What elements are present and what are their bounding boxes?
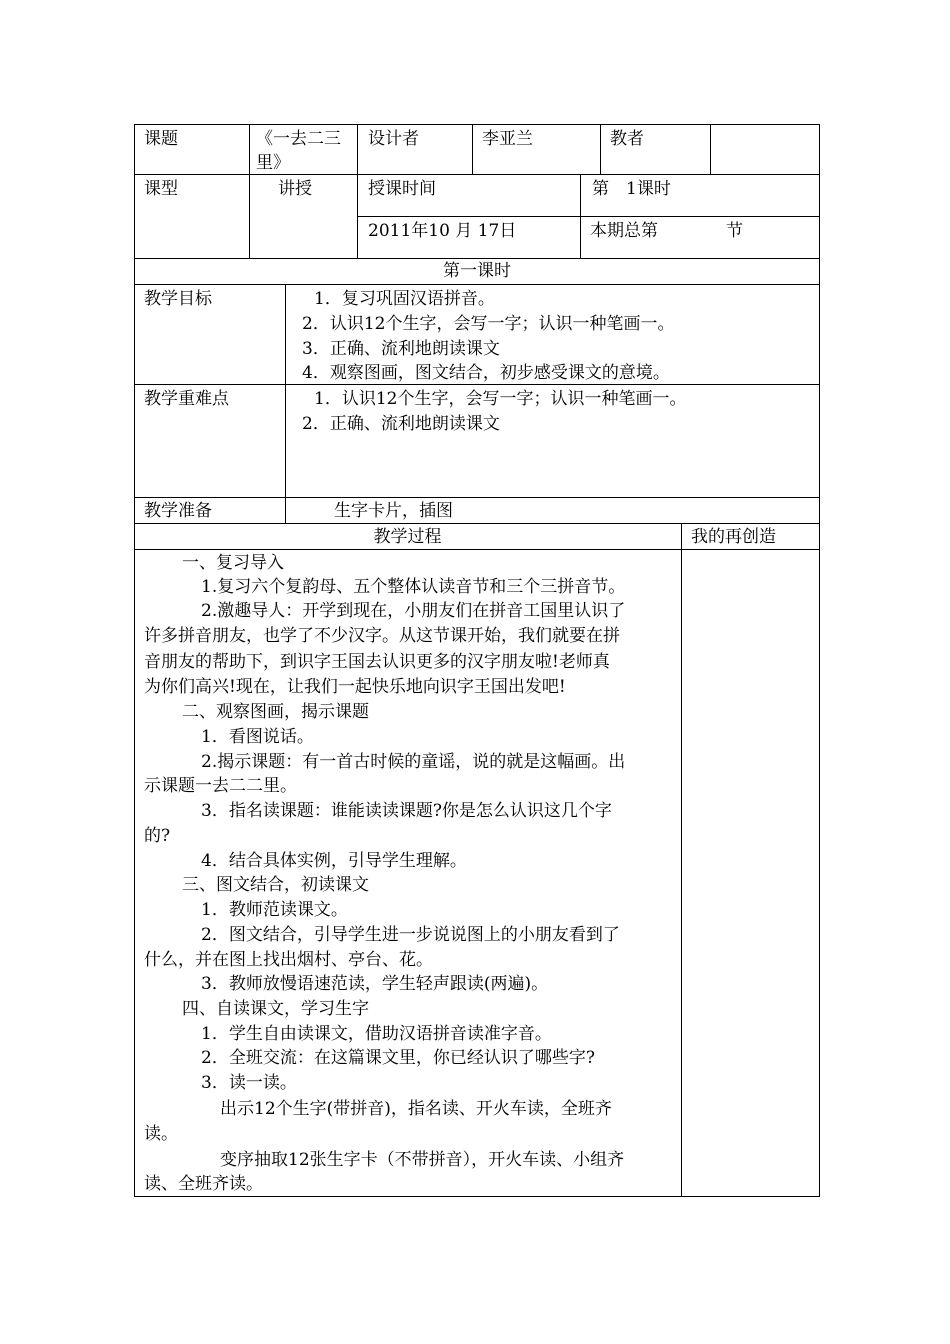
section-title: 第一课时 bbox=[443, 261, 511, 281]
row-divider bbox=[134, 497, 820, 498]
designer-label: 设计者 bbox=[368, 129, 419, 149]
col-divider bbox=[285, 284, 286, 523]
col-divider bbox=[472, 124, 473, 174]
time-label: 授课时间 bbox=[368, 179, 436, 199]
lesson-type: 讲授 bbox=[278, 179, 312, 199]
title-label: 课题 bbox=[144, 129, 178, 149]
col-divider bbox=[600, 124, 601, 174]
process-header: 教学过程 bbox=[373, 527, 442, 547]
process-line: 4．结合具体实例，引导学生理解。 bbox=[201, 851, 467, 871]
process-line: 读。 bbox=[144, 1124, 178, 1144]
process-line: 1．教师范读课文。 bbox=[201, 900, 348, 920]
process-line: 许多拼音朋友，也学了不少汉字。从这节课开始，我们就要在拼 bbox=[144, 626, 620, 646]
key-point-item: 2．正确、流利地朗读课文 bbox=[302, 414, 500, 434]
process-line: 二、观察图画，揭示课题 bbox=[182, 702, 369, 722]
key-points-label: 教学重难点 bbox=[144, 389, 229, 409]
lesson-number: 第 1课时 bbox=[592, 179, 671, 199]
col-divider bbox=[710, 124, 711, 174]
row-divider bbox=[134, 523, 820, 524]
process-line: 四、自读课文，学习生字 bbox=[182, 999, 369, 1019]
row-divider bbox=[357, 216, 820, 217]
process-line: 1．学生自由读课文，借助汉语拼音读准字音。 bbox=[201, 1024, 552, 1044]
process-line: 2．全班交流：在这篇课文里，你已经认识了哪些字? bbox=[201, 1048, 595, 1068]
process-line: 3．读一读。 bbox=[201, 1073, 297, 1093]
lesson-title-line2: 里》 bbox=[256, 153, 290, 173]
goal-item: 3．正确、流利地朗读课文 bbox=[302, 339, 500, 359]
designer-name: 李亚兰 bbox=[482, 129, 533, 149]
process-line: 三、图文结合，初读课文 bbox=[182, 875, 369, 895]
goal-item: 1．复习巩固汉语拼音。 bbox=[314, 289, 495, 309]
process-line: 为你们高兴!现在，让我们一起快乐地向识字王国出发吧! bbox=[144, 677, 566, 697]
process-line: 音朋友的帮助下，到识字王国去认识更多的汉字朋友啦!老师真 bbox=[144, 652, 610, 672]
process-line: 1.复习六个复韵母、五个整体认读音节和三个三拼音节。 bbox=[201, 577, 626, 597]
process-line: 3．教师放慢语速范读，学生轻声跟读(两遍)。 bbox=[201, 974, 549, 994]
lesson-title-line1: 《一去二三 bbox=[256, 129, 341, 149]
process-line: 一、复习导入 bbox=[182, 553, 284, 573]
lesson-date: 2011年10 月 17日 bbox=[368, 221, 517, 241]
key-point-item: 1．认识12个生字，会写一字；认识一种笔画一。 bbox=[314, 389, 687, 409]
total-lesson-number: 本期总第 节 bbox=[590, 221, 743, 241]
goals-label: 教学目标 bbox=[144, 289, 212, 309]
process-line: 的? bbox=[144, 826, 171, 846]
row-divider bbox=[134, 284, 820, 285]
goal-item: 2．认识12个生字，会写一字；认识一种笔画一。 bbox=[302, 314, 675, 334]
goal-item: 4．观察图画，图文结合，初步感受课文的意境。 bbox=[302, 363, 670, 383]
teacher-label: 教者 bbox=[610, 129, 644, 149]
recreate-header: 我的再创造 bbox=[691, 527, 776, 547]
col-divider bbox=[357, 124, 358, 258]
col-divider bbox=[249, 124, 250, 258]
process-line: 1．看图说话。 bbox=[201, 727, 314, 747]
process-line: 2．图文结合，引导学生进一步说说图上的小朋友看到了 bbox=[201, 925, 620, 945]
preparation-value: 生字卡片，插图 bbox=[334, 501, 453, 521]
process-line: 什么，并在图上找出烟村、亭台、花。 bbox=[144, 950, 433, 970]
process-line: 3．指名读课题：谁能读读课题?你是怎么认识这几个字 bbox=[201, 801, 612, 821]
row-divider bbox=[134, 549, 820, 550]
process-line: 读、全班齐读。 bbox=[144, 1174, 263, 1194]
process-line: 2.激趣导人：开学到现在，小朋友们在拼音工国里认识了 bbox=[201, 601, 626, 621]
process-line: 出示12个生字(带拼音)，指名读、开火车读，全班齐 bbox=[220, 1099, 612, 1119]
col-divider bbox=[580, 174, 581, 258]
col-divider bbox=[681, 523, 682, 1197]
preparation-label: 教学准备 bbox=[144, 501, 212, 521]
process-line: 变序抽取12张生字卡（不带拼音），开火车读、小组齐 bbox=[220, 1150, 625, 1170]
process-line: 2.揭示课题：有一首古时候的童谣，说的就是这幅画。出 bbox=[201, 752, 626, 772]
type-label: 课型 bbox=[144, 179, 178, 199]
process-line: 示课题一去二二里。 bbox=[144, 776, 297, 796]
row-divider bbox=[134, 174, 820, 175]
